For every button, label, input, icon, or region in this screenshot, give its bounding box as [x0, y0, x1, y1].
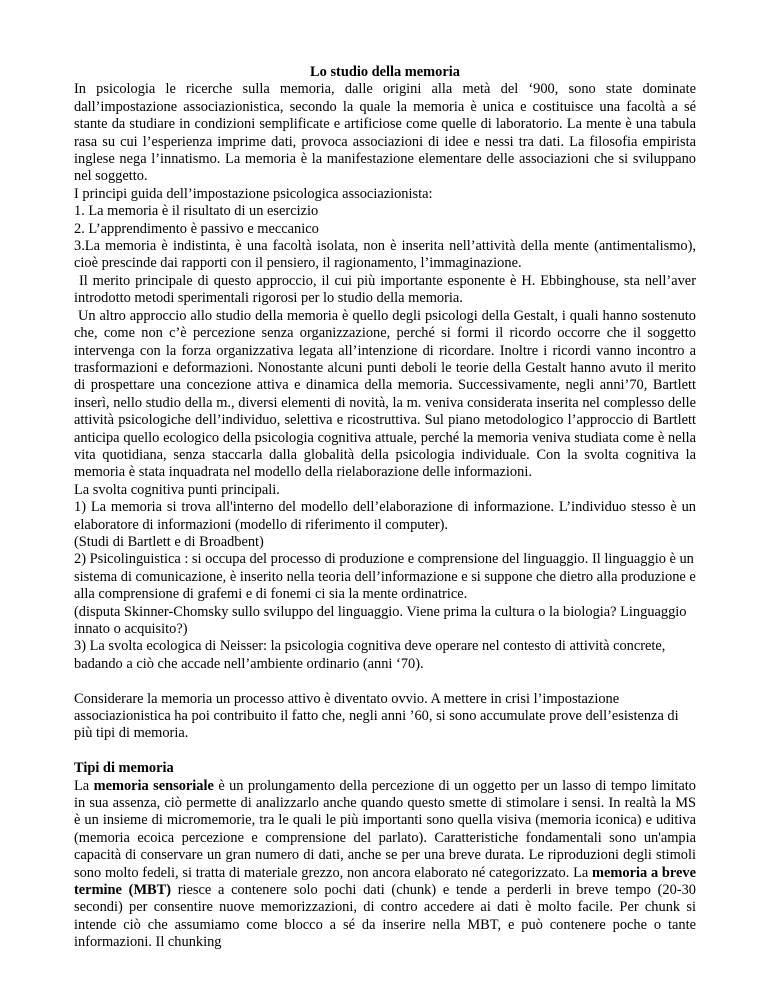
cognitive-point: 3) La svolta ecologica di Neisser: la psicologia cognitiva deve operare nel contesto di attività concrete, badando a ciò che accade nell’ambiente ordinario (anni ‘70). [74, 638, 666, 672]
types-text: è un prolungamento della percezione di un oggetto per un lasso di tempo limitato in sua assenza, ciò permette di analizzarlo anche quando questo smette di stimolare i sensi. In realtà la MS è un insieme di micromemorie, tra le quali le più importanti sono quella visiva (memoria iconica) e uditiva (memoria ecoica percezione e comprensione del parlato). Caratteristiche fondamentali sono un'ampia capacità di conservare un gran numero di dati, anche se per una breve durata. Le riproduzioni degli stimoli sono molto fedeli, si tratta di materiale grezzo, non ancora elaborato né categorizzato. La [74, 777, 696, 881]
gestalt-paragraph: Un altro approccio allo studio della memoria è quello degli psicologi della Gestalt, i quali hanno sostenuto che, come non c’è percezione senza organizzazione, perché si formi il ricordo occorre che il soggetto intervenga con la forza organizzativa legata all’intenzione di ricordare. Inoltre i ricordi vanno incontro a trasformazioni e deformazioni. Nonostante alcuni punti deboli le teorie della Gestalt hanno avuto il merito di prospettare una concezione attiva e dinamica della memoria. Successivamente, negli anni’70, Bartlett inserì, nello studio della m., diversi elementi di novità, la m. veniva considerata inserita nel complesso delle attività psicologiche dell’individuo, selettiva e ricostruttiva. Sul piano metodologico l’approccio di Bartlett anticipa quello ecologico della psicologia cognitiva attuale, perché la memoria veniva studiata come è nella vita quotidiana, senza staccarla dalla globalità della psicologia individuale. Con la svolta cognitiva la memoria è stata inquadrata nel modello della rielaborazione delle informazioni. [74, 307, 700, 481]
types-heading-text: Tipi di memoria [74, 760, 174, 777]
types-text: La [74, 777, 94, 794]
ebbinghouse-paragraph: Il merito principale di questo approccio, il cui più importante esponente è H. Ebbinghouse, sta nell’aver introdotto metodi sperimentali rigorosi per lo studio della memoria. [74, 272, 700, 307]
principles-heading: I principi guida dell’impostazione psicologica associazionista: [74, 185, 433, 202]
intro-paragraph: In psicologia le ricerche sulla memoria, dalle origini alla metà del ‘900, sono state dominate dall’impostazione associazionistica, secondo la quale la memoria è unica e costituisce una facoltà a sé stante da studiare in condizioni semplificate e artificiose come quelle di laboratorio. La mente è una tabula rasa su cui l’esperienza imprime dati, provoca associazioni di idee e nessi tra dati. La filosofia empirista inglese nega l’innatismo. La memoria è la manifestazione elementare delle associazioni che si sviluppano nel soggetto. [74, 81, 696, 185]
blank-line [74, 743, 696, 760]
cognitive-note: (disputa Skinner-Chomsky sullo sviluppo del linguaggio. Viene prima la cultura o la biologia? Linguaggio innato o acquisito?) [74, 603, 687, 637]
principle-item: 3.La memoria è indistinta, è una facoltà isolata, non è inserita nell’attività della mente (antimentalismo), cioè prescinde dai rapporti con il pensiero, il ragionamento, l’immaginazione. [74, 238, 696, 272]
cognitive-note: (Studi di Bartlett e di Broadbent) [74, 533, 264, 550]
short-term-memory-term: memoria a breve termine (MBT) [74, 864, 696, 899]
types-paragraph [74, 778, 696, 952]
sensory-memory-term: memoria sensoriale [93, 777, 214, 794]
consider-paragraph: Considerare la memoria un processo attivo è diventato ovvio. A mettere in crisi l’impostazione associazionistica ha poi contribuito il fatto che, negli anni ’60, si sono accumulate prove dell’esistenza di più tipi di memoria. [74, 690, 679, 742]
cognitive-heading: La svolta cognitiva punti principali. [74, 481, 280, 498]
document-page [74, 64, 700, 952]
cognitive-point: 1) La memoria si trova all'interno del modello dell’elaborazione di informazione. L’individuo stesso è un elaboratore di informazioni (modello di riferimento il computer). [74, 499, 696, 533]
types-heading [74, 760, 696, 777]
principle-item: 2. L’apprendimento è passivo e meccanico [74, 220, 319, 237]
document-title: Lo studio della memoria [310, 64, 460, 80]
principle-item: 1. La memoria è il risultato di un esercizio [74, 203, 319, 220]
types-text: riesce a contenere solo pochi dati (chunk) e tende a perderli in breve tempo (20-30 secondi) per consentire nuove memorizzazioni, di contro accedere ai dati è molto facile. Per chunk si intende ciò che assumiamo come blocco a sé da inserire nella MBT, e può contenere poche o tante informazioni. Il chunking [74, 882, 697, 951]
blank-line [74, 673, 696, 690]
cognitive-point: 2) Psicolinguistica : si occupa del processo di produzione e comprensione del linguaggio. Il linguaggio è un sistema di comunicazione, è inserito nella teoria dell’informazione e si suppone che dietro alla produzione e alla comprensione di grafemi e di fonemi ci sia la mente ordinatrice. [74, 551, 696, 603]
